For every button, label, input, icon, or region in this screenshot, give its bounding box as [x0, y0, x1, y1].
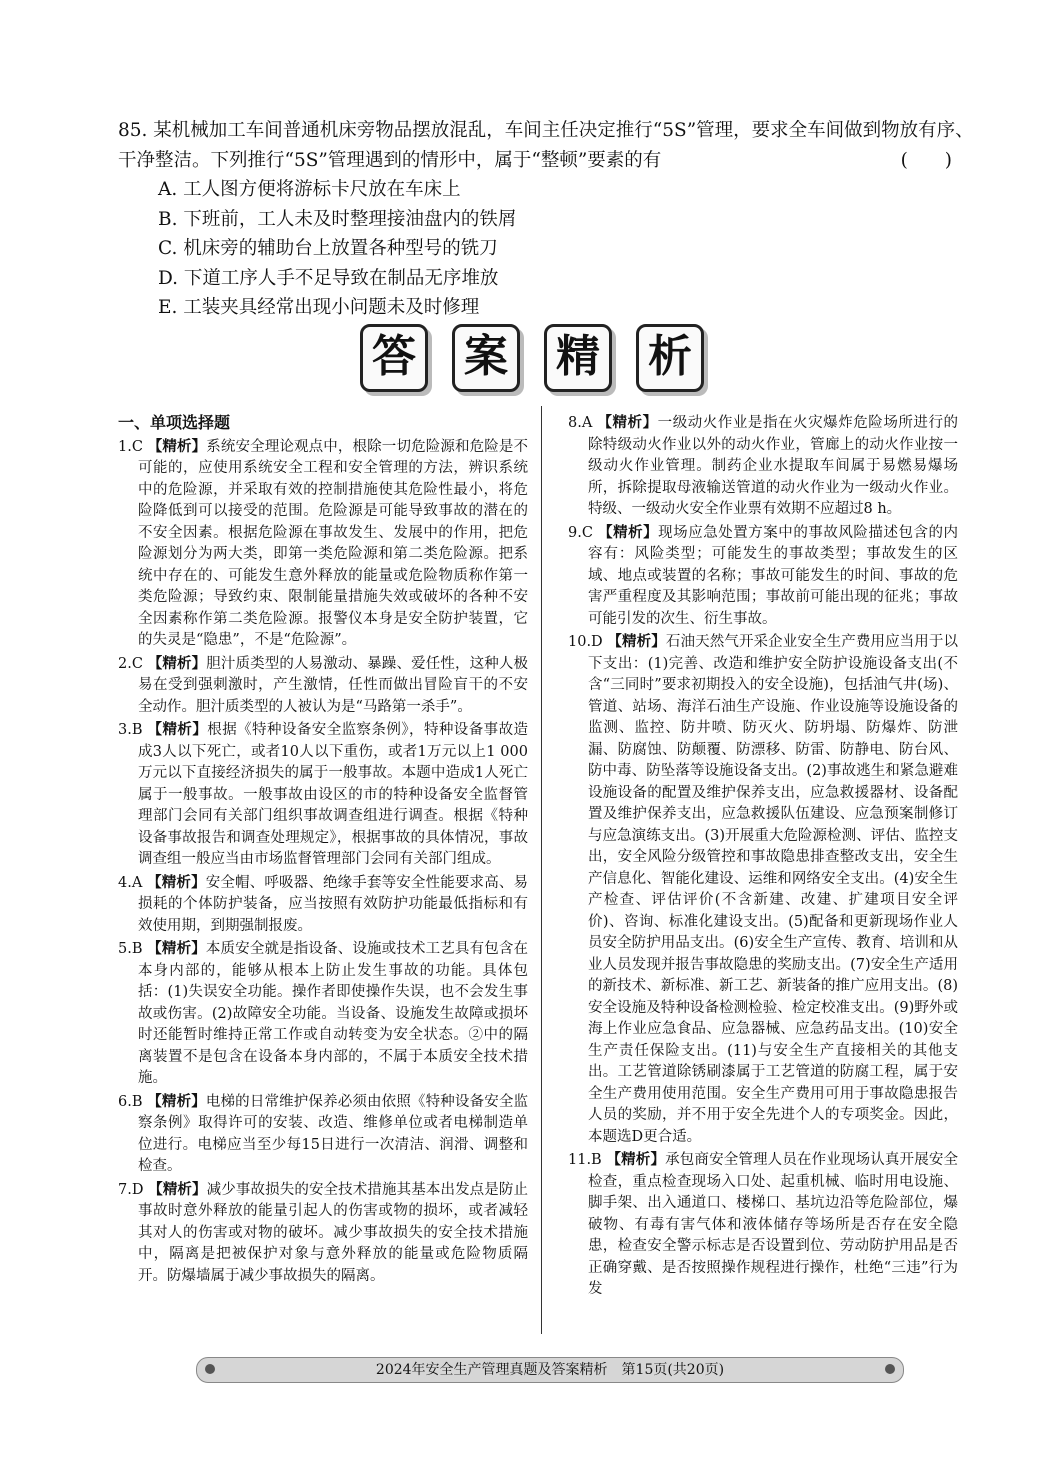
answer-number: 10.D	[568, 634, 603, 650]
answer-item	[118, 436, 528, 652]
footer-dot-icon	[205, 1364, 215, 1374]
analysis-tag: 【精析】	[147, 873, 206, 891]
question-85-stem-text: 85. 某机械加工车间普通机床旁物品摆放混乱，车间主任决定推行“5S”管理，要求全车间做到物放有序、干净整洁。下列推行“5S”管理遇到的情形中，属于“整顿”要素的有	[118, 120, 974, 171]
answer-text: 胆汁质类型的人易激动、暴躁、爱任性，这种人极易在受到强刺激时，产生激情，任性而做出冒险盲干的不安全动作。胆汁质类型的人被认为是“马路第一杀手”。	[138, 655, 529, 715]
analysis-tag: 【精析】	[597, 414, 658, 431]
answer-number: 9.C	[568, 524, 593, 541]
banner-char: 案	[452, 324, 520, 392]
question-85-stem	[118, 116, 978, 175]
section-title: 一、单项选择题	[118, 413, 231, 432]
banner-char: 析	[636, 324, 704, 392]
option-d: D. 下道工序人手不足导致在制品无序堆放	[158, 267, 499, 289]
answer-text: 系统安全理论观点中，根除一切危险源和危险是不可能的，应使用系统安全工程和安全管理的方法，辨识系统中的危险源，并采取有效的控制措施使其危险性最小，将危险降低到可以接受的范围。危险源是可能导致事故的潜在的不安全因素。根据危险源在事故发生、发展中的作用，把危险源划分为两大类，即第一类危险源和第二类危险源。把系统中存在的、可能发生意外释放的能量或危险物质称作第一类危险源；导致约束、限制能量措施失效或破坏的各种不安全因素称作第二类危险源。报警仪本身是安全防护装置，它的失灵是“隐患”，不是“危险源”。	[138, 438, 529, 648]
footer-dot-icon	[885, 1364, 895, 1374]
answer-text: 根据《特种设备安全监察条例》，特种设备事故造成3人以下死亡，或者10人以下重伤，或者1万元以上1 000万元以下直接经济损失的属于一般事故。本题中造成1人死亡属于一般事故。一般事故由设区的市的特种设备安全监督管理部门会同有关部门组织事故调查组进行调查。根据《特种设备事故报告和调查处理规定》，根据事故的具体情况，事故调查组一般应当由市场监督管理部门会同有关部门组成。	[138, 722, 529, 867]
answer-item	[118, 872, 528, 938]
page-footer	[196, 1357, 904, 1383]
answer-text: 电梯的日常维护保养必须由依照《特种设备安全监察条例》取得许可的安装、改造、维修单位或者电梯制造单位进行。电梯应当至少每15日进行一次清洁、润滑、调整和检查。	[138, 1093, 529, 1174]
answer-item	[568, 1149, 958, 1301]
answer-item	[568, 631, 958, 1148]
analysis-tag: 【精析】	[148, 1180, 207, 1198]
banner-char: 答	[360, 324, 428, 392]
column-divider	[541, 406, 542, 1334]
answer-number: 3.B	[118, 722, 143, 738]
answer-item	[118, 653, 528, 719]
answer-item	[568, 412, 958, 521]
option-a: A. 工人图方便将游标卡尺放在车床上	[158, 179, 461, 200]
left-answer-list	[118, 436, 528, 1288]
answer-number: 5.B	[118, 941, 143, 957]
banner-char: 精	[544, 324, 612, 392]
analysis-tag: 【精析】	[606, 1151, 666, 1168]
answer-item	[118, 1091, 528, 1178]
answer-number: 2.C	[118, 655, 143, 672]
analysis-tag: 【精析】	[147, 437, 207, 455]
answer-text: 减少事故损失的安全技术措施其基本出发点是防止事故时意外释放的能量引起人的伤害或物的损坏，或者减轻其对人的伤害或对物的破坏。减少事故损失的安全技术措施中，隔离是把被保护对象与意外释放的能量或危险物质隔开。防爆墙属于减少事故损失的隔离。	[138, 1181, 529, 1284]
question-85	[118, 116, 978, 323]
analysis-tag: 【精析】	[147, 721, 208, 738]
right-answer-list	[568, 412, 958, 1301]
answer-number: 1.C	[118, 438, 143, 455]
answers-left-column	[118, 412, 528, 1288]
answer-text: 一级动火作业是指在火灾爆炸危险场所进行的除特级动火作业以外的动火作业，管廊上的动火作业按一级动火作业管理。制药企业水提取车间属于易燃易爆场所，拆除提取母液输送管道的动火作业为一级动火作业。特级、一级动火安全作业票有效期不应超过8 h。	[588, 415, 959, 517]
answer-number: 7.D	[118, 1181, 144, 1198]
answer-item	[118, 719, 528, 871]
answer-text: 安全帽、呼吸器、绝缘手套等安全性能要求高、易损耗的个体防护装备，应当按照有效防护功能最低指标和有效使用期，到期强制报废。	[138, 874, 529, 934]
answer-text: 石油天然气开采企业安全生产费用应当用于以下支出：(1)完善、改造和维护安全防护设施设备支出(不含“三同时”要求初期投入的安全设施)，包括油气井(场)、管道、站场、海洋石油生产设施、作业设施等设施设备的监测、监控、防井喷、防灭火、防坍塌、防爆炸、防泄漏、防腐蚀、防颠覆、防漂移、防雷、防静电、防台风、防中毒、防坠落等设施设备支出。(2)事故逃生和紧急避难设施设备的配置及维护保养支出，应急救援器材、设备配置及维护保养支出，应急救援队伍建设、应急预案制修订与应急演练支出。(3)开展重大危险源检测、评估、监控支出，安全风险分级管控和事故隐患排查整改支出，安全生产信息化、智能化建设、运维和网络安全支出。(4)安全生产检查、评估评价(不含新建、改建、扩建项目安全评价)、咨询、标准化建设支出。(5)配备和更新现场作业人员安全防护用品支出。(6)安全生产宣传、教育、培训和从业人员发现并报告事故隐患的奖励支出。(7)安全生产适用的新技术、新标准、新工艺、新装备的推广应用支出。(8)安全设施及特种设备检测检验、检定校准支出。(9)野外或海上作业应急食品、应急器械、应急药品支出。(10)安全生产责任保险支出。(11)与安全生产直接相关的其他支出。工艺管道除锈刷漆属于工艺管道的防腐工程，属于安全生产费用使用范围。安全生产费用可用于事故隐患报告人员的奖励，并不用于安全先进个人的专项奖金。因此，本题选D更合适。	[588, 634, 959, 1145]
analysis-tag: 【精析】	[598, 523, 659, 541]
analysis-tag: 【精析】	[147, 654, 207, 672]
answer-bracket: ( )	[900, 149, 952, 171]
analysis-tag: 【精析】	[147, 940, 206, 957]
footer-text: 2024年安全生产管理真题及答案精析 第15页(共20页)	[375, 1362, 725, 1378]
answer-item	[568, 522, 958, 631]
answer-text: 本质安全就是指设备、设施或技术工艺具有包含在本身内部的，能够从根本上防止发生事故的功能。具体包括：(1)失误安全功能。操作者即使操作失误，也不会发生事故或伤害。(2)故障安全功能。当设备、设施发生故障或损坏时还能暂时维持正常工作或自动转变为安全状态。②中的隔离装置不是包含在设备本身内部的，不属于本质安全技术措施。	[138, 941, 529, 1086]
option-b: B. 下班前，工人未及时整理接油盘内的铁屑	[158, 208, 517, 230]
option-e: E. 工装夹具经常出现小问题未及时修理	[158, 297, 480, 318]
answer-number: 4.A	[118, 874, 143, 891]
answer-number: 8.A	[568, 415, 593, 431]
analysis-tag: 【精析】	[147, 1092, 206, 1110]
answer-analysis-banner	[360, 314, 698, 392]
answer-text: 现场应急处置方案中的事故风险描述包含的内容有：风险类型；可能发生的事故类型；事故发生的区域、地点或装置的名称；事故可能发生的时间、事故的危害严重程度及其影响范围；事故前可能出现的征兆；事故可能引发的次生、衍生事故。	[588, 524, 959, 627]
answer-number: 6.B	[118, 1093, 143, 1110]
answer-item	[118, 1179, 528, 1288]
answers-right-column	[568, 412, 958, 1302]
answer-text: 承包商安全管理人员在作业现场认真开展安全检查，重点检查现场入口处、起重机械、临时用电设施、脚手架、出入通道口、楼梯口、基坑边沿等危险部位，爆破物、有毒有害气体和液体储存等场所是否存在安全隐患，检查安全警示标志是否设置到位、劳动防护用品是否正确穿戴、是否按照操作规程进行操作，杜绝“三违”行为发	[588, 1152, 959, 1297]
option-c: C. 机床旁的辅助台上放置各种型号的铣刀	[158, 238, 498, 259]
analysis-tag: 【精析】	[607, 633, 666, 650]
answer-item	[118, 938, 528, 1090]
answer-number: 11.B	[568, 1152, 602, 1168]
